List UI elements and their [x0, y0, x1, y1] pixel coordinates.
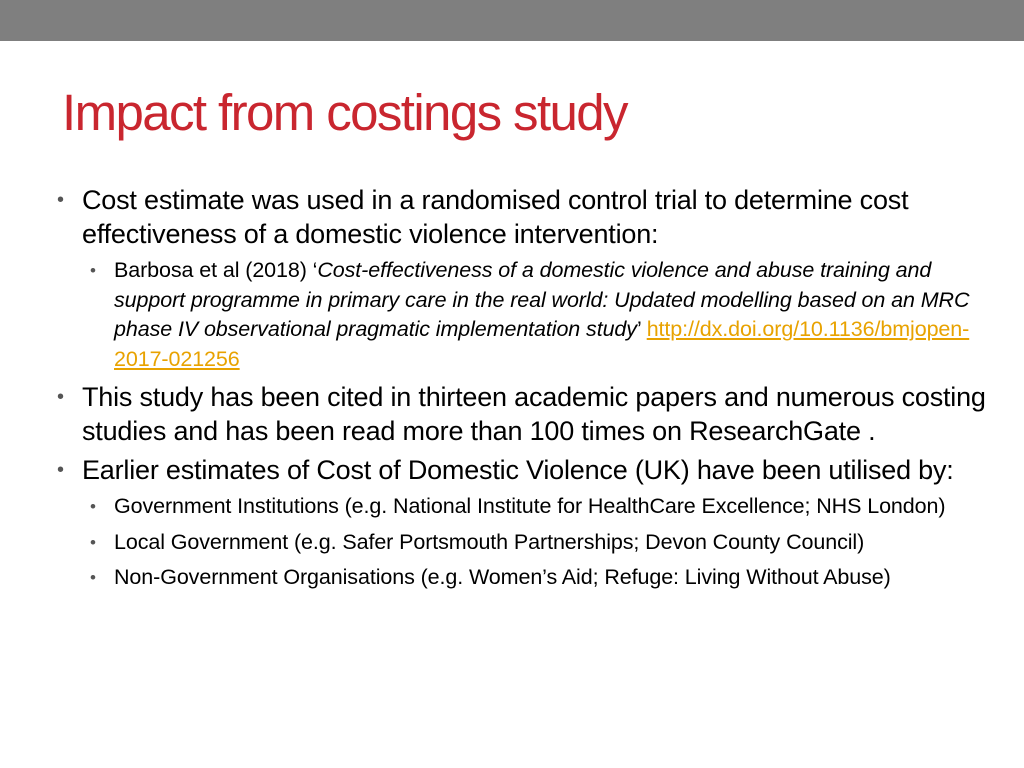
- sub-bullet-item: [56, 563, 1006, 593]
- bullet-text: This study has been cited in thirteen academic papers and numerous costing studies and has been read more than 100 times on ResearchGate .: [82, 382, 986, 446]
- bullet-icon: •: [90, 568, 96, 587]
- bullet-icon: •: [90, 497, 96, 516]
- slide-title: Impact from costings study: [62, 84, 627, 141]
- bullet-item: [56, 380, 1006, 448]
- sub-bullet-item: [56, 256, 1006, 374]
- citation-title: Cost-effectiveness of a domestic violence and abuse training and support programme in primary care in the real world: Updated modelling based on an MRC phase IV observational pragmatic implementation study: [114, 258, 970, 341]
- bullet-item: [56, 453, 1006, 487]
- sub-bullet-text: Local Government (e.g. Safer Portsmouth Partnerships; Devon County Council): [114, 529, 865, 554]
- bullet-icon: •: [57, 189, 64, 211]
- bullet-icon: •: [90, 261, 96, 280]
- sub-bullet-item: [56, 528, 1006, 558]
- bullet-item: [56, 183, 1006, 251]
- top-bar: [0, 0, 1024, 41]
- bullet-icon: •: [90, 532, 96, 552]
- sub-bullet-text: Government Institutions (e.g. National Institute for HealthCare Excellence; NHS London): [114, 494, 946, 518]
- sub-bullet-item: [56, 492, 1006, 522]
- bullet-icon: •: [57, 459, 64, 481]
- bullet-text: Earlier estimates of Cost of Domestic Violence (UK) have been utilised by:: [82, 455, 954, 485]
- sub-bullet-text: Non-Government Organisations (e.g. Women’s Aid; Refuge: Living Without Abuse): [114, 565, 891, 589]
- doi-link[interactable]: http://dx.doi.org/10.1136/bmjopen-2017-021256: [114, 317, 970, 371]
- slide-content: [56, 183, 1006, 599]
- citation-prefix: Barbosa et al (2018) ‘: [114, 258, 318, 282]
- bullet-text: Cost estimate was used in a randomised control trial to determine cost effectiveness of a domestic violence intervention:: [82, 185, 909, 249]
- citation-suffix: ’: [636, 317, 647, 341]
- bullet-icon: •: [57, 386, 64, 408]
